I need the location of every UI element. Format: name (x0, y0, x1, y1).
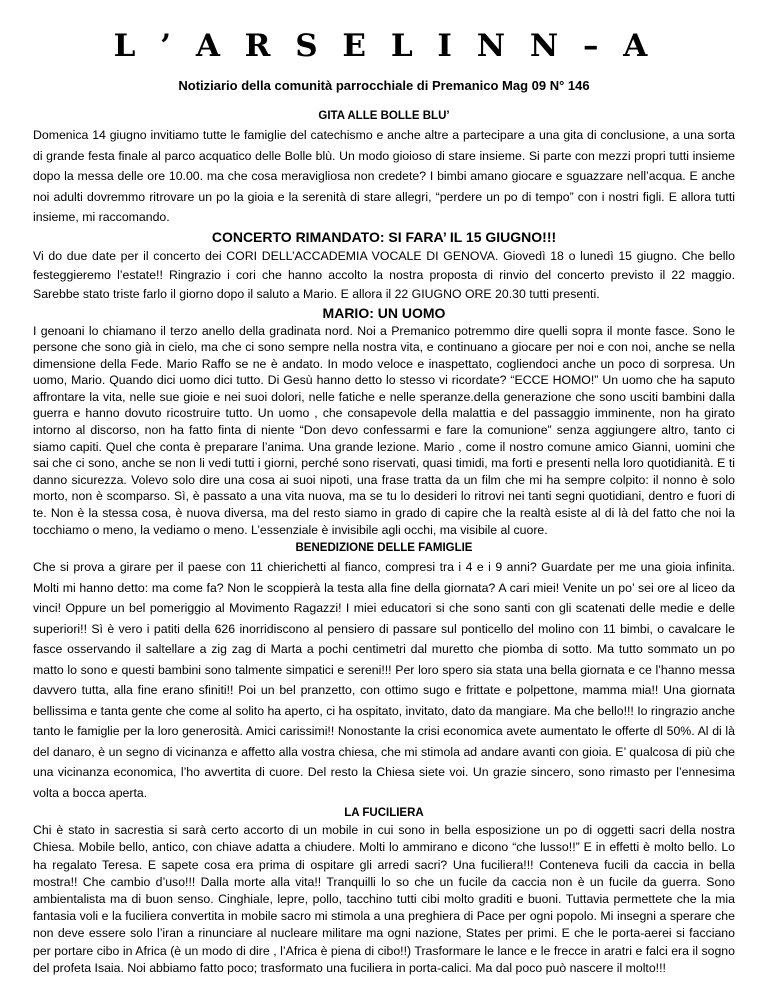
newsletter-content (33, 106, 735, 977)
article-body-gita: Domenica 14 giugno invitiamo tutte le famiglie del catechismo e anche altre a partecipare a una gita di conclusione, a una sorta di grande festa finale al parco acquatico delle Bolle blù. Un modo gioioso di stare insieme. Si parte con mezzi propri tutti insieme dopo la messa delle ore 10.00. ma che cosa meravigliosa non credete? I bimbi amano giocare e sguazzare nell’acqua. E anche noi adulti dovremmo ritrovare un po la gioia e la serenità di stare allegri, “perdere un po di tempo” con i nostri figli. E allora tutti insieme, mi raccomando. (33, 128, 735, 224)
article-body-mario: I genoani lo chiamano il terzo anello della gradinata nord. Noi a Premanico potremmo dire quelli sopra il monte fasce. Sono le persone che sono già in cielo, ma che ci sono sempre nella nostra vita, e continuano a giocare per noi e con noi, anche se nella dimensione della Fede. Mario Raffo se ne è andato. In modo veloce e inaspettato, cogliendoci anche un poco di sorpresa. Un uomo, Mario. Quando dici uomo dici tutto. Di Gesù hanno detto lo stesso vi ricordate? “ECCE HOMO!” Un uomo che ha saputo affrontare la vita, nelle sue gioie e nei suoi dolori, nelle fatiche e nelle speranze.della generazione che sono usciti bambini dalla guerra e hanno dovuto ricostruire tutto. Un uomo , che consapevole della malattia e del passaggio imminente, non ha girato intorno al discorso, non ha fatto finta di niente “Don devo confessarmi e fare la comunione” senza aggiungere altro, tanto ci siamo capiti. Quel che conta è preparare l’anima. Una grande lezione. Mario , come il nostro comune amico Gianni, uomini che sai che ci sono, anche se non li vedi tutti i giorni, perché sono riservati, quasi timidi, ma forti e presenti nella loro quotidianità. E ti danno sicurezza. Volevo solo dire una cosa ai suoi nipoti, una frase tratta da un film che mi ha sempre colpito: il nonno è solo morto, non è scomparso. Sì, è passato a una vita nuova, ma se tu lo desideri lo ritrovi nei tanti segni quotidiani, dentro e fuori di te. Non è la stessa cosa, è nuova diversa, ma del resto siamo in grado di capire che la realtà esiste al di là del fatto che noi la tocchiamo o meno, la vediamo o meno. L’essenziale è invisibile agli occhi, ma visibile al cuore. (33, 323, 735, 537)
article-heading-gita: GITA ALLE BOLLE BLU’ (318, 110, 450, 122)
newsletter-title: L ’ A R S E L I N N – A (113, 28, 655, 64)
article-body-fuciliera: Chi è stato in sacrestia si sarà certo accorto di un mobile in cui sono in bella esposizione un po di oggetti sacri della nostra Chiesa. Mobile bello, antico, con chiave adatta a chiudere. Molti lo ammirano e dicono “che lusso!!” E in effetti è molto bello. Lo ha regalato Teresa. E sapete cosa era prima di ospitare gli arredi sacri? Una fuciliera!!! Conteneva fucili da caccia in bella mostra!! Che cambio d’uso!!! Dalla morte alla vita!! Tranquilli lo so che un fucile da caccia non è un fucile da guerra. Sono ambientalista ma di buon senso. Cinghiale, lepre, pollo, tacchino tutti cibi molto graditi e buoni. Tuttavia permettete che la mia fantasia voli e la fuciliera convertita in mobile sacro mi stimola a una preghiera di Pace per ogni popolo. Mi insegni a sperare che non deve essere solo l’iran a rinunciare al nucleare militare ma ogni nazione, States per primi. E che le porta-aerei si facciano per portare cibo in Africa (è un modo di dire , l’Africa è piena di cibo!!) Trasformare le lance e le frecce in aratri e falci era il sogno del profeta Isaia. Noi abbiamo fatto poco; trasformato una fuciliera in porta-calici. Ma dal poco può nascere il molto!!! (33, 823, 735, 975)
article-body-benedizione: Che si prova a girare per il paese con 11 chierichetti al fianco, compresi tra i 4 e i 9 anni? Guardate per me una gioia infinita. Molti mi hanno detto: ma come fa? Non le scoppierà la testa alla fine della giornata? A cari miei! Venite un po’ sei ore al liceo da vinci! Oppure un bel pomeriggio al Movimento Ragazzi! I miei educatori si che sono santi con gli scatenati delle medie e delle superiori!! Sì è vero i patiti della 626 inorridiscono al pensiero di passare sul ponticello del molino con 11 bimbi, o cavalcare le fasce osservando il saltellare a zig zag di Marta a pochi centimetri dal muretto che piomba di sotto. Ma tutto sommato un po matto lo sono e questi bambini sono talmente simpatici e sereni!!! Per loro spero sia stata una bella giornata e ce l’hanno messa davvero tutta, alla fine erano sfiniti!! Poi un bel pranzetto, con ottimo sugo e frittate e polpettone, mamma mia!! Una giornata bellissima e tanta gente che come al solito ha aperto, ci ha ospitato, invitato, dato da mangiare. Ma che bello!!! Io ringrazio anche tanto le famiglie per la loro generosità. Amici carissimi!! Nonostante la crisi economica avete aumentato le offerte dl 50%. Al di là del danaro, è un segno di vicinanza e affetto alla vostra chiesa, che mi stimola ad andare avanti con gioia. E’ qualcosa di più che una vicinanza economica, l’ho avvertita di cuore. Del resto la Chiesa siete voi. Un grazie sincero, sono rimasto per l’ennesima volta a bocca aperta. (33, 560, 736, 800)
article-heading-benedizione: BENEDIZIONE DELLE FAMIGLIE (295, 542, 473, 555)
article-heading-fuciliera: LA FUCILIERA (344, 807, 424, 820)
article-body-concerto: Vi do due date per il concerto dei CORI DELL’ACCADEMIA VOCALE DI GENOVA. Giovedì 18 o lunedì 15 giugno. Che bello festeggieremo l’estate!! Ringrazio i cori che hanno accolto la nostra proposta di rinvio del concerto previsto il 22 maggio. Sarebbe stato triste farlo il giorno dopo il saluto a Mario. E allora il 22 GIUGNO ORE 20.30 tutti presenti. (33, 248, 735, 301)
article-heading-mario: MARIO: UN UOMO (322, 304, 446, 321)
newsletter-subtitle: Notiziario della comunità parrocchiale di Premanico Mag 09 N° 146 (178, 78, 590, 93)
article-heading-concerto: CONCERTO RIMANDATO: SI FARA’ IL 15 GIUGNO!!! (211, 228, 557, 245)
